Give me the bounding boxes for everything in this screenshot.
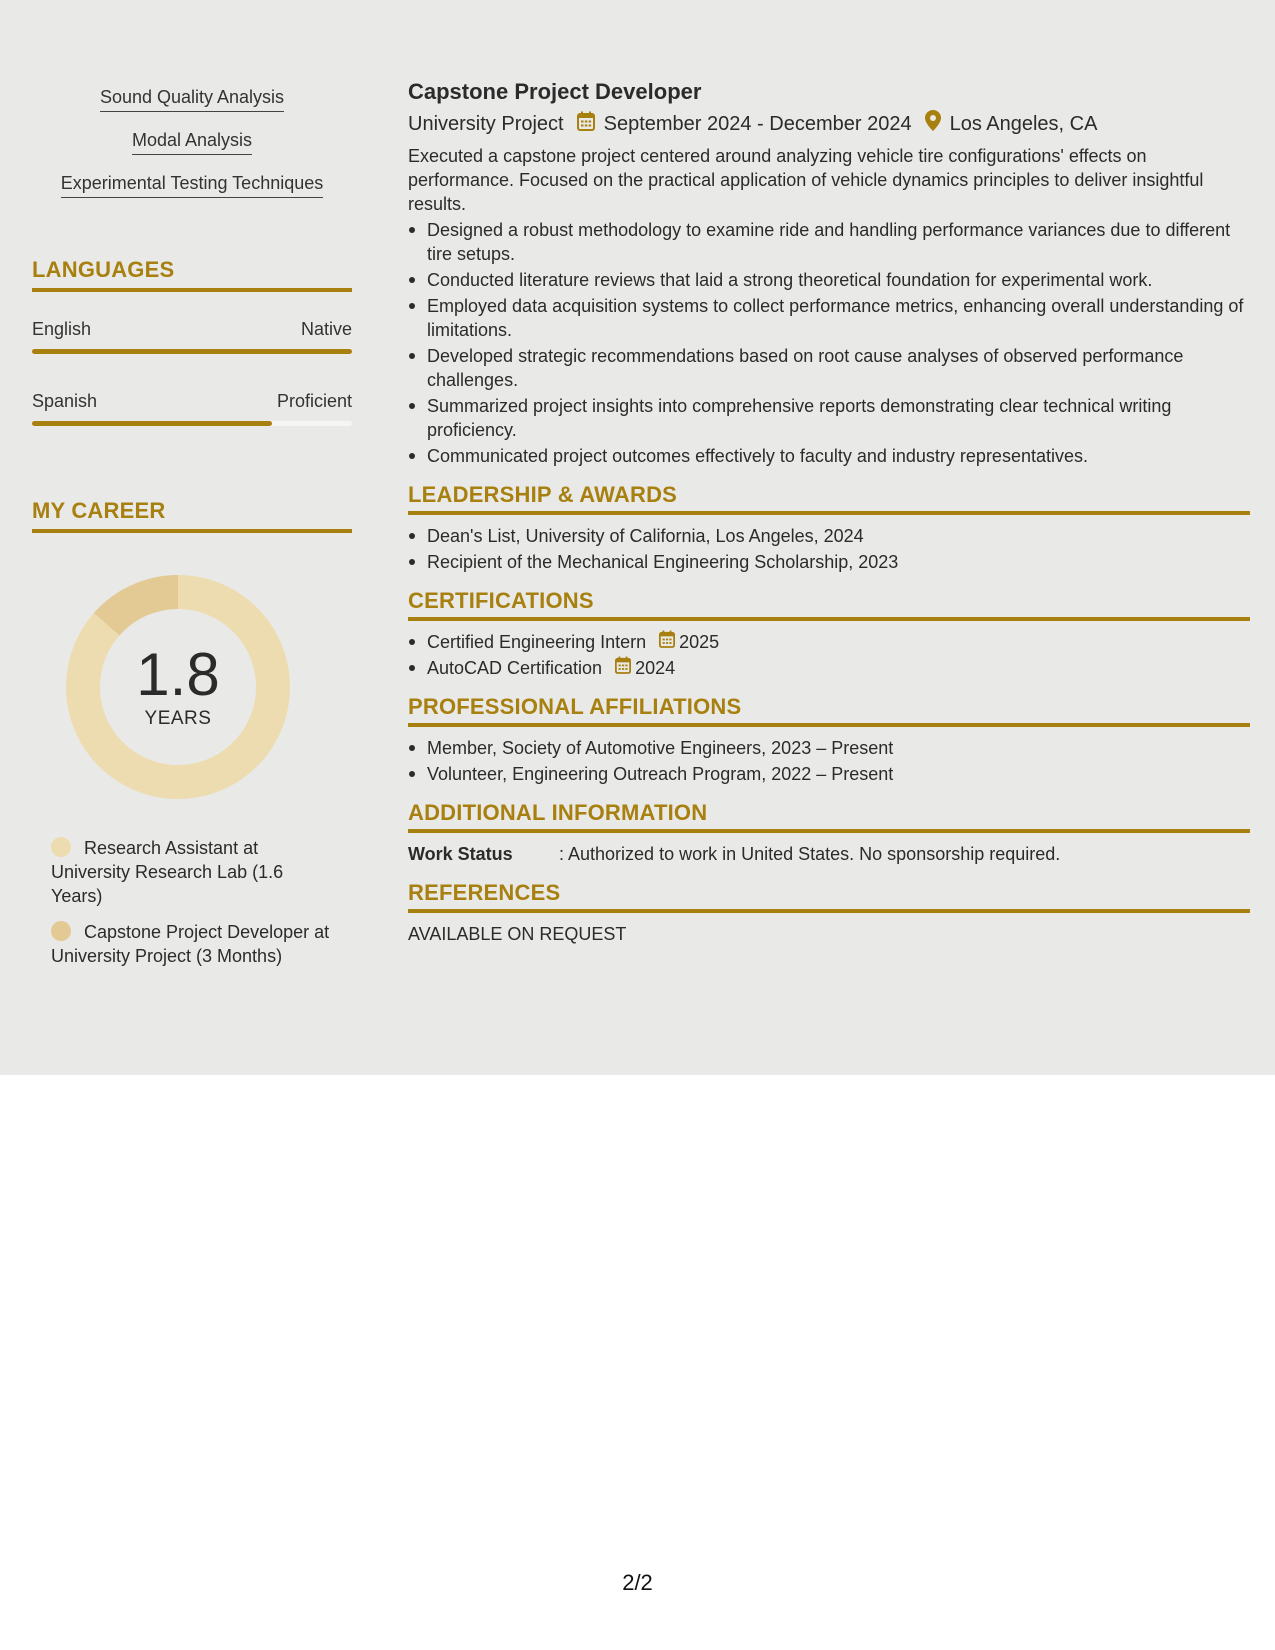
language-bar: [32, 421, 352, 426]
career-legend: [51, 836, 331, 980]
job-location: Los Angeles, CA: [949, 113, 1098, 135]
language-level: Proficient: [276, 391, 352, 411]
list-item: Designed a robust methodology to examine ride and handling performance variances due to different tire setups.: [408, 218, 1250, 266]
language-bar-fill: [32, 421, 272, 426]
list-item: Member, Society of Automotive Engineers, 2023 – Present: [408, 736, 1250, 760]
skill-item: Sound Quality Analysis: [100, 86, 284, 112]
additional-section: [408, 800, 1250, 866]
cert-year: 2025: [679, 632, 720, 652]
job-title: Capstone Project Developer: [408, 79, 702, 104]
list-item: Employed data acquisition systems to collect performance metrics, enhancing overall understanding of limitations.: [408, 294, 1250, 342]
section-divider: [408, 511, 1250, 515]
job-description: Executed a capstone project centered around analyzing vehicle tire configurations' effects on performance. Focused on the practical application of vehicle dynamics principles to deliver insightful results.: [408, 146, 1204, 214]
right-column: [408, 78, 1250, 946]
references-section: [408, 880, 1250, 946]
languages-section: [32, 257, 352, 426]
language-bar-fill: [32, 349, 352, 354]
legend-item: [51, 920, 331, 968]
legend-label: Capstone Project Developer at University Project (3 Months): [51, 922, 330, 966]
location-pin-icon: [925, 110, 941, 138]
career-total-unit: YEARS: [144, 708, 212, 729]
language-name: English: [32, 319, 92, 339]
legend-item: [51, 836, 331, 908]
certifications-heading: CERTIFICATIONS: [408, 588, 594, 613]
job-company: University Project: [408, 113, 564, 135]
calendar-icon: [659, 630, 679, 654]
list-item: Dean's List, University of California, Los Angeles, 2024: [408, 524, 1250, 548]
list-item: [408, 630, 1250, 654]
section-divider: [408, 617, 1250, 621]
list-item: Developed strategic recommendations based on root cause analyses of observed performance challenges.: [408, 344, 1250, 392]
leadership-heading: LEADERSHIP & AWARDS: [408, 482, 678, 507]
section-divider: [408, 829, 1250, 833]
career-section: [32, 498, 352, 533]
leadership-section: [408, 482, 1250, 574]
job-meta: [408, 110, 1250, 138]
section-divider: [32, 288, 352, 292]
section-divider: [32, 529, 352, 533]
skill-item: Modal Analysis: [132, 129, 252, 155]
job-dates: September 2024 - December 2024: [603, 113, 912, 135]
legend-dot: [51, 837, 71, 857]
additional-heading: ADDITIONAL INFORMATION: [408, 800, 708, 825]
certifications-section: [408, 588, 1250, 680]
legend-dot: [51, 921, 71, 941]
section-divider: [408, 909, 1250, 913]
cert-name: Certified Engineering Intern: [427, 632, 647, 652]
calendar-icon: [577, 111, 595, 138]
list-item: [408, 656, 1250, 680]
work-status-label: Work Status: [408, 844, 513, 864]
affiliations-section: [408, 694, 1250, 786]
career-total-value: 1.8: [136, 641, 220, 708]
calendar-icon: [615, 656, 635, 680]
language-name: Spanish: [32, 391, 98, 411]
list-item: Volunteer, Engineering Outreach Program, 2022 – Present: [408, 762, 1250, 786]
languages-heading: LANGUAGES: [32, 257, 175, 282]
language-item: [32, 390, 352, 426]
work-status-row: [408, 842, 1250, 866]
list-item: Conducted literature reviews that laid a strong theoretical foundation for experimental work.: [408, 268, 1250, 292]
cert-name: AutoCAD Certification: [427, 658, 603, 678]
section-divider: [408, 723, 1250, 727]
skill-item: Experimental Testing Techniques: [61, 172, 324, 198]
language-level: Native: [300, 319, 352, 339]
legend-label: Research Assistant at University Research Lab (1.6 Years): [51, 838, 284, 906]
language-bar: [32, 349, 352, 354]
job-bullets: [408, 218, 1250, 468]
language-item: [32, 318, 352, 354]
page-number: 2/2: [622, 1570, 653, 1595]
list-item: Summarized project insights into comprehensive reports demonstrating clear technical writing proficiency.: [408, 394, 1250, 442]
list-item: Communicated project outcomes effectively to faculty and industry representatives.: [408, 444, 1250, 468]
references-text: AVAILABLE ON REQUEST: [408, 924, 627, 944]
affiliations-heading: PROFESSIONAL AFFILIATIONS: [408, 694, 742, 719]
skills-list: [32, 86, 352, 215]
career-donut-chart: [66, 575, 290, 799]
list-item: Recipient of the Mechanical Engineering Scholarship, 2023: [408, 550, 1250, 574]
work-status-value: : Authorized to work in United States. No sponsorship required.: [559, 844, 1061, 864]
references-heading: REFERENCES: [408, 880, 561, 905]
career-heading: MY CAREER: [32, 498, 166, 523]
cert-year: 2024: [635, 658, 676, 678]
